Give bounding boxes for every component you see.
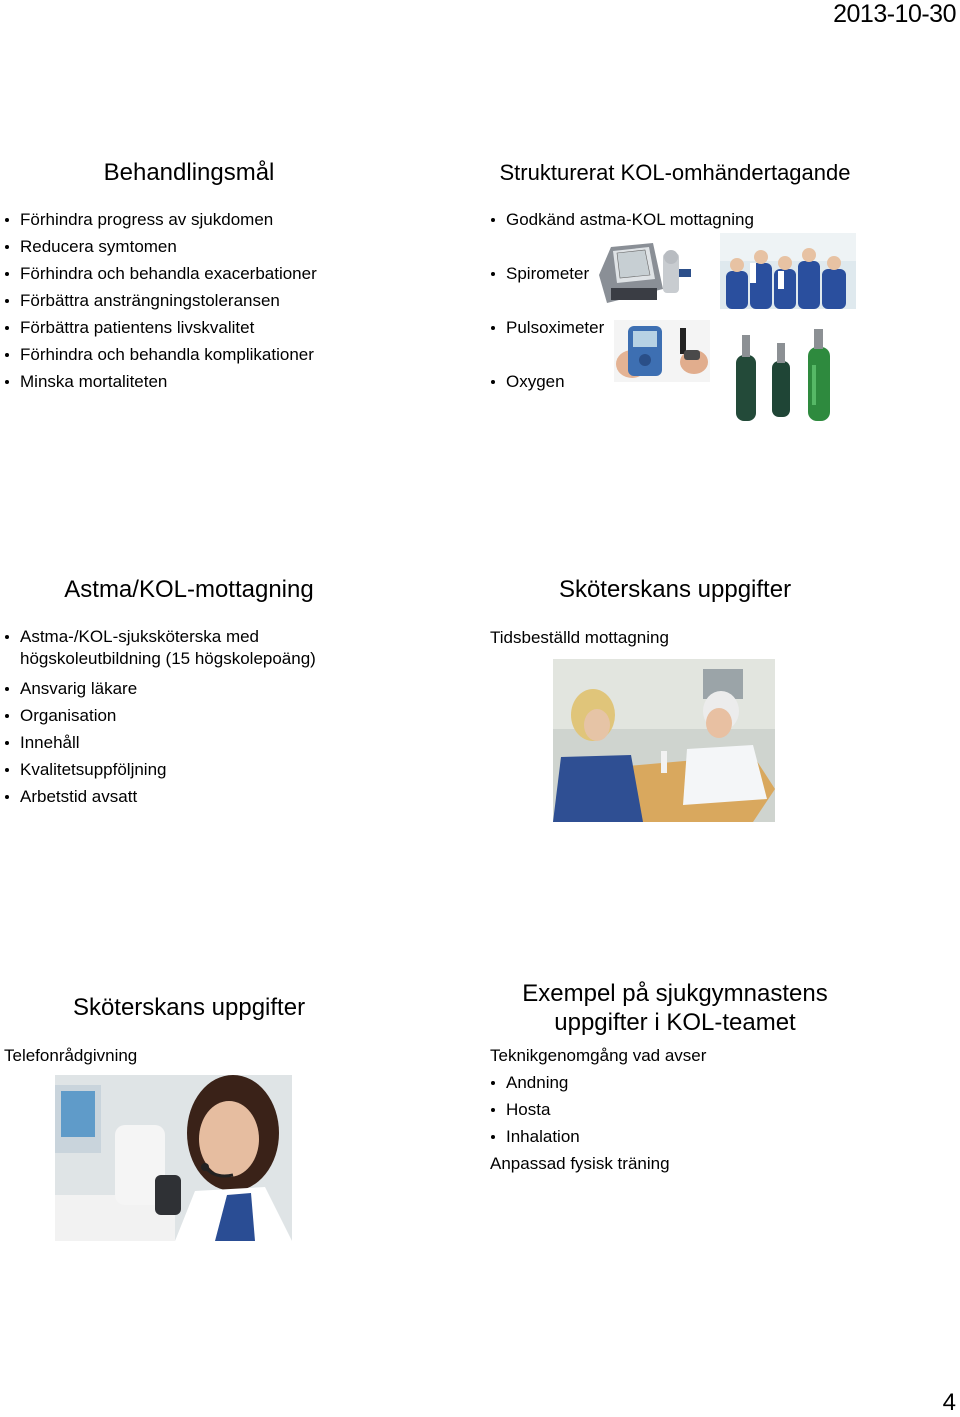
list-item: Hosta	[490, 1096, 790, 1123]
oxygen-tanks-image	[728, 325, 844, 425]
list-item: Ansvarig läkare	[4, 675, 334, 702]
slide-title: Behandlingsmål	[103, 159, 275, 186]
page-number: 4	[942, 1389, 956, 1416]
page-date: 2013-10-30	[833, 0, 956, 28]
list-item: Pulsoximeter	[490, 314, 760, 341]
list-item: Astma-/KOL-sjuksköterska med högskoleutbildning (15 högskolepoäng)	[4, 626, 334, 670]
slide-title: Strukturerat KOL-omhändertagande	[499, 160, 851, 185]
bullet-list	[490, 1069, 790, 1150]
nurse-patient-image	[553, 659, 775, 822]
bullet-list	[4, 626, 334, 810]
list-item: Förhindra och behandla exacerbationer	[4, 260, 384, 287]
nurse-headset-image	[55, 1075, 292, 1241]
pulse-oximeter-image	[614, 320, 710, 382]
list-item: Förbättra patientens livskvalitet	[4, 314, 384, 341]
list-item: Arbetstid avsatt	[4, 783, 334, 810]
list-item: Reducera symtomen	[4, 233, 384, 260]
bullet-list	[4, 206, 384, 395]
list-item: Oxygen	[490, 368, 760, 395]
slide-text: Telefonrådgivning	[4, 1046, 138, 1065]
list-item: Förhindra och behandla komplikationer	[4, 341, 384, 368]
slide-text: Tidsbeställd mottagning	[490, 628, 669, 647]
slide-title: Sköterskans uppgifter	[558, 576, 792, 603]
slide-intro: Teknikgenomgång vad avser	[490, 1046, 707, 1065]
spirometer-image	[593, 233, 698, 311]
slide-title: Exempel på sjukgymnastens uppgifter i KOL-teamet	[522, 980, 828, 1036]
list-item: Förbättra ansträngningstoleransen	[4, 287, 384, 314]
list-item: Innehåll	[4, 729, 334, 756]
list-item: Minska mortaliteten	[4, 368, 384, 395]
slide-title: Astma/KOL-mottagning	[64, 576, 314, 603]
list-item: Organisation	[4, 702, 334, 729]
list-item: Förhindra progress av sjukdomen	[4, 206, 384, 233]
list-item: Godkänd astma-KOL mottagning	[490, 206, 760, 233]
list-item: Spirometer	[490, 260, 760, 287]
list-item: Inhalation	[490, 1123, 790, 1150]
medical-team-image	[720, 233, 856, 309]
slide-title: Sköterskans uppgifter	[72, 994, 306, 1021]
list-item: Andning	[490, 1069, 790, 1096]
list-item: Kvalitetsuppföljning	[4, 756, 334, 783]
slide-outro: Anpassad fysisk träning	[490, 1154, 670, 1173]
